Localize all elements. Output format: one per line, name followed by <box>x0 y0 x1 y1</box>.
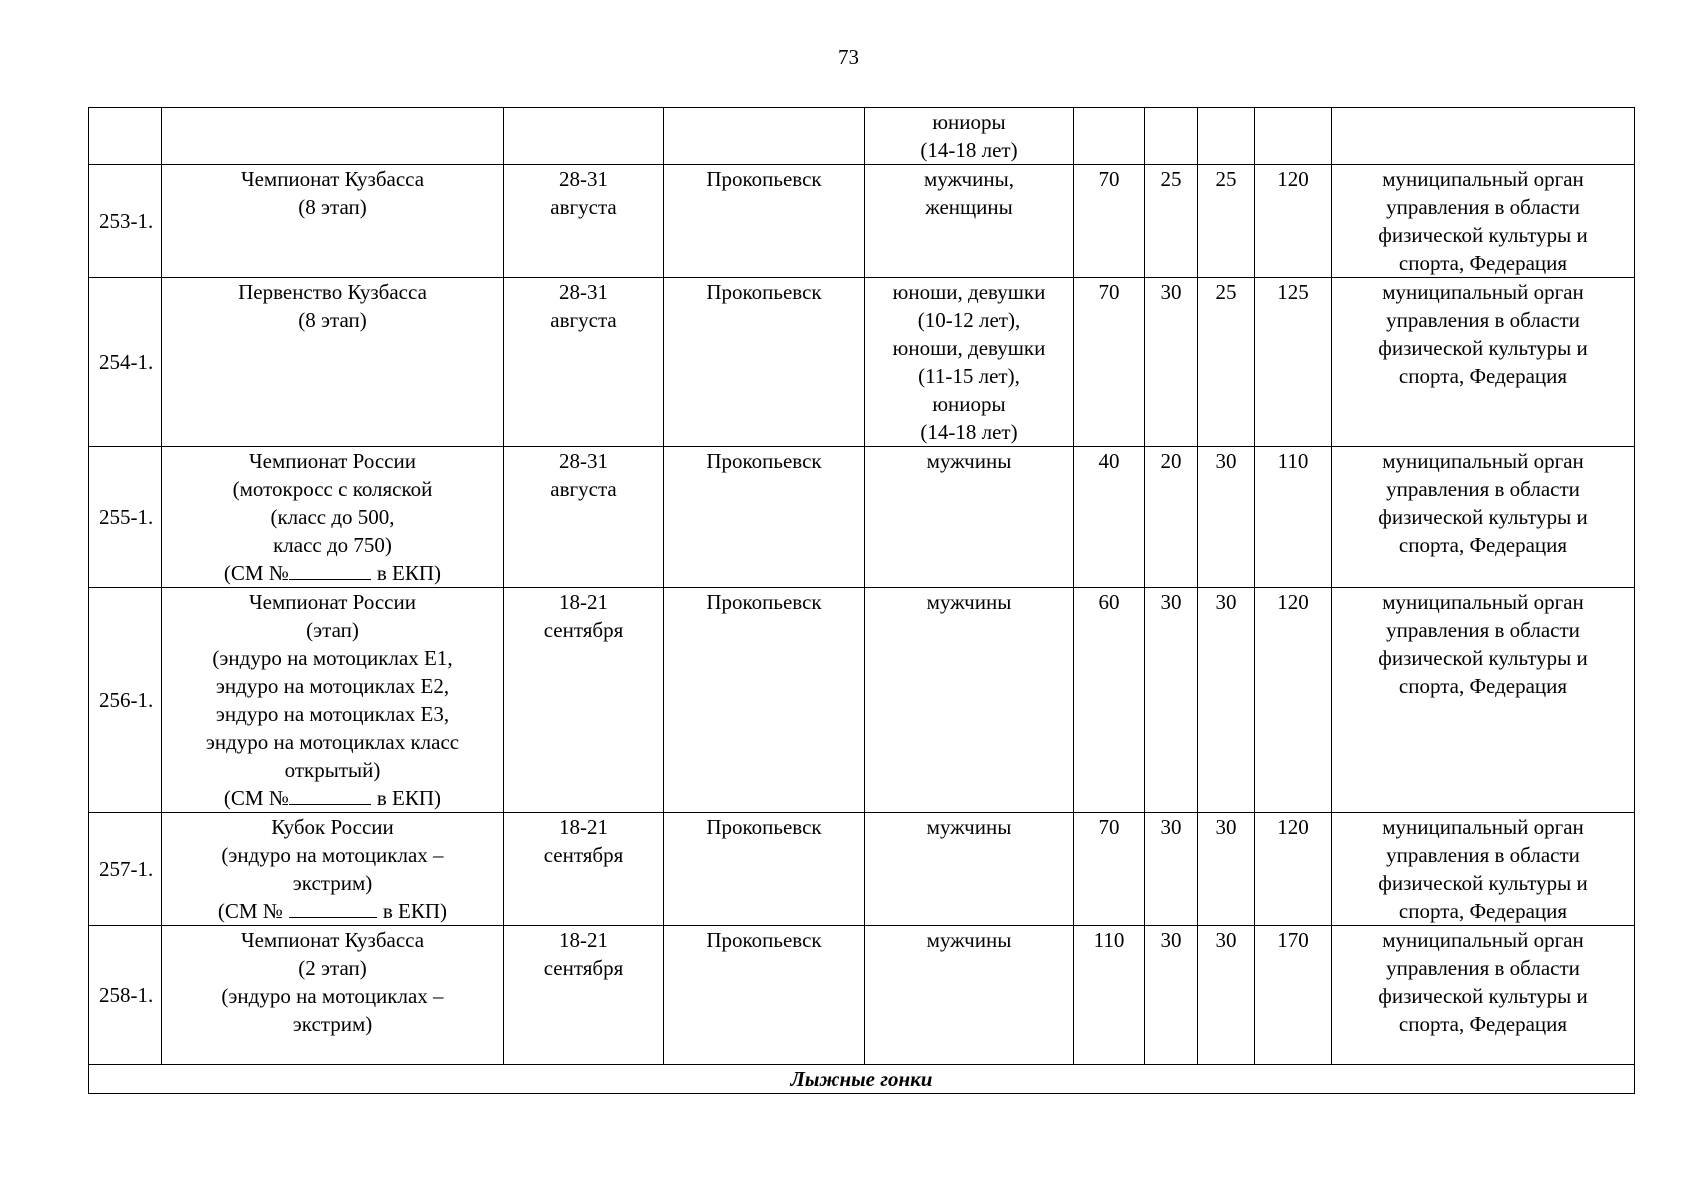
event-name-line: (2 этап) <box>298 956 367 980</box>
sm-number-line <box>164 559 501 587</box>
event-organizer-line: спорта, Федерация <box>1398 674 1568 698</box>
event-participants <box>865 165 1074 278</box>
count-2: 20 <box>1145 447 1198 588</box>
event-name <box>162 165 504 278</box>
event-organizer-line: спорта, Федерация <box>1398 1012 1568 1036</box>
event-name <box>162 108 504 165</box>
event-name-line: Чемпионат Кузбасса <box>240 167 425 191</box>
event-organizer-line: муниципальный орган <box>1382 928 1584 952</box>
event-organizer <box>1332 813 1635 926</box>
event-dates-line: сентября <box>543 618 624 642</box>
sm-number-line <box>164 897 501 925</box>
event-organizer-line: муниципальный орган <box>1382 280 1584 304</box>
table-row <box>89 926 1635 1065</box>
event-participants-line: (11-15 лет), <box>918 364 1020 388</box>
event-organizer-line: муниципальный орган <box>1382 449 1584 473</box>
event-participants <box>865 588 1074 813</box>
event-organizer-line: физической культуры и <box>1378 223 1588 247</box>
event-participants-line: (14-18 лет) <box>920 420 1018 444</box>
event-organizer <box>1332 278 1635 447</box>
event-organizer-line: физической культуры и <box>1378 984 1588 1008</box>
event-organizer-line: управления в области <box>1386 843 1580 867</box>
event-participants-line: юниоры <box>932 110 1006 134</box>
table-body <box>89 108 1635 1065</box>
count-3: 30 <box>1198 588 1255 813</box>
count-3: 30 <box>1198 447 1255 588</box>
event-name-line: эндуро на мотоциклах Е2, <box>215 674 450 698</box>
event-name-line: Первенство Кузбасса <box>238 280 427 304</box>
event-organizer-line: физической культуры и <box>1378 336 1588 360</box>
row-number: 258-1. <box>89 926 162 1065</box>
event-organizer-line: муниципальный орган <box>1382 590 1584 614</box>
event-name-line: (эндуро на мотоциклах Е1, <box>212 646 453 670</box>
event-organizer <box>1332 165 1635 278</box>
event-name-line: (8 этап) <box>298 308 367 332</box>
event-name-line: Чемпионат России <box>249 590 416 614</box>
count-2 <box>1145 108 1198 165</box>
count-total: 125 <box>1255 278 1332 447</box>
event-organizer <box>1332 588 1635 813</box>
count-1: 70 <box>1074 165 1145 278</box>
event-place <box>664 108 865 165</box>
count-total: 110 <box>1255 447 1332 588</box>
event-participants <box>865 108 1074 165</box>
row-number: 254-1. <box>89 278 162 447</box>
event-dates <box>504 447 664 588</box>
section-row <box>89 1065 1635 1094</box>
event-name-line: Чемпионат Кузбасса <box>240 928 425 952</box>
event-participants <box>865 278 1074 447</box>
event-dates-line: августа <box>550 195 617 219</box>
event-organizer <box>1332 447 1635 588</box>
table-row <box>89 447 1635 588</box>
event-name <box>162 588 504 813</box>
section-heading: Лыжные гонки <box>89 1065 1635 1094</box>
event-name-line: (класс до 500, <box>270 505 395 529</box>
count-1: 70 <box>1074 278 1145 447</box>
count-3: 30 <box>1198 813 1255 926</box>
table-row <box>89 813 1635 926</box>
event-organizer-line: спорта, Федерация <box>1398 899 1568 923</box>
events-table <box>88 107 1635 1094</box>
event-dates <box>504 165 664 278</box>
count-1: 110 <box>1074 926 1145 1065</box>
sm-number-blank <box>289 559 371 580</box>
sm-number-line <box>164 784 501 812</box>
event-organizer-line: муниципальный орган <box>1382 167 1584 191</box>
sm-suffix: в ЕКП) <box>382 899 448 923</box>
event-name-line: экстрим) <box>292 871 373 895</box>
event-organizer-line: спорта, Федерация <box>1398 364 1568 388</box>
sm-suffix: в ЕКП) <box>376 561 442 585</box>
event-dates-line: сентября <box>543 956 624 980</box>
event-participants-line: юниоры <box>932 392 1006 416</box>
event-organizer-line: спорта, Федерация <box>1398 533 1568 557</box>
event-dates-line: 18-21 <box>559 815 608 839</box>
event-name <box>162 813 504 926</box>
event-participants-line: мужчины <box>926 449 1012 473</box>
event-name-line: Чемпионат России <box>249 449 416 473</box>
event-dates <box>504 588 664 813</box>
event-name-line: открытый) <box>284 758 381 782</box>
event-participants <box>865 926 1074 1065</box>
count-total: 120 <box>1255 588 1332 813</box>
event-place: Прокопьевск <box>664 165 865 278</box>
event-dates-line: 28-31 <box>559 449 608 473</box>
event-participants-line: (10-12 лет), <box>917 308 1021 332</box>
event-name-line: класс до 750) <box>273 533 392 557</box>
row-number: 255-1. <box>89 447 162 588</box>
event-name-line: эндуро на мотоциклах Е3, <box>215 702 450 726</box>
count-1: 40 <box>1074 447 1145 588</box>
event-name <box>162 278 504 447</box>
event-participants-line: юноши, девушки <box>892 280 1046 304</box>
count-total: 170 <box>1255 926 1332 1065</box>
event-organizer-line: управления в области <box>1386 956 1580 980</box>
event-dates-line: сентября <box>543 843 624 867</box>
sm-suffix: в ЕКП) <box>376 786 442 810</box>
event-organizer-line: физической культуры и <box>1378 871 1588 895</box>
event-organizer-line: управления в области <box>1386 477 1580 501</box>
event-name-line: (эндуро на мотоциклах – <box>221 843 444 867</box>
row-number: 253-1. <box>89 165 162 278</box>
event-dates-line: августа <box>550 308 617 332</box>
count-1 <box>1074 108 1145 165</box>
event-name-line: (этап) <box>306 618 359 642</box>
count-total <box>1255 108 1332 165</box>
event-name <box>162 447 504 588</box>
event-organizer-line: управления в области <box>1386 618 1580 642</box>
event-place: Прокопьевск <box>664 447 865 588</box>
event-place: Прокопьевск <box>664 588 865 813</box>
sm-prefix: (СМ № <box>223 561 289 585</box>
event-organizer <box>1332 108 1635 165</box>
table-row <box>89 588 1635 813</box>
row-number: 257-1. <box>89 813 162 926</box>
event-name-line: (эндуро на мотоциклах – <box>221 984 444 1008</box>
event-dates <box>504 108 664 165</box>
event-participants-line: мужчины, <box>924 167 1014 191</box>
event-organizer <box>1332 926 1635 1065</box>
sm-prefix: (СМ № <box>217 899 283 923</box>
event-participants <box>865 813 1074 926</box>
event-name <box>162 926 504 1065</box>
page-number: 73 <box>838 45 859 69</box>
event-organizer-line: спорта, Федерация <box>1398 251 1568 275</box>
count-2: 25 <box>1145 165 1198 278</box>
event-name-line: (8 этап) <box>298 195 367 219</box>
count-total: 120 <box>1255 813 1332 926</box>
count-3 <box>1198 108 1255 165</box>
count-2: 30 <box>1145 278 1198 447</box>
event-organizer-line: физической культуры и <box>1378 646 1588 670</box>
event-place: Прокопьевск <box>664 926 865 1065</box>
event-dates-line: 18-21 <box>559 928 608 952</box>
event-organizer-line: управления в области <box>1386 195 1580 219</box>
count-2: 30 <box>1145 926 1198 1065</box>
count-3: 25 <box>1198 165 1255 278</box>
event-dates <box>504 278 664 447</box>
event-participants-line: мужчины <box>926 928 1012 952</box>
event-organizer-line: муниципальный орган <box>1382 815 1584 839</box>
event-place: Прокопьевск <box>664 278 865 447</box>
event-participants-line: женщины <box>925 195 1013 219</box>
count-1: 60 <box>1074 588 1145 813</box>
event-organizer-line: управления в области <box>1386 308 1580 332</box>
event-dates-line: 18-21 <box>559 590 608 614</box>
sm-number-blank <box>289 784 371 805</box>
event-organizer-line: физической культуры и <box>1378 505 1588 529</box>
event-participants-line: мужчины <box>926 815 1012 839</box>
row-number: 256-1. <box>89 588 162 813</box>
count-3: 25 <box>1198 278 1255 447</box>
event-name-line: экстрим) <box>292 1012 373 1036</box>
count-2: 30 <box>1145 588 1198 813</box>
event-place: Прокопьевск <box>664 813 865 926</box>
table-row <box>89 165 1635 278</box>
event-name-line: (мотокросс с коляской <box>232 477 433 501</box>
event-participants-line: мужчины <box>926 590 1012 614</box>
event-dates-line: 28-31 <box>559 280 608 304</box>
event-dates-line: августа <box>550 477 617 501</box>
count-1: 70 <box>1074 813 1145 926</box>
count-total: 120 <box>1255 165 1332 278</box>
event-participants-line: (14-18 лет) <box>920 138 1018 162</box>
event-dates <box>504 926 664 1065</box>
event-name-line: Кубок России <box>271 815 394 839</box>
event-dates-line: 28-31 <box>559 167 608 191</box>
sm-prefix: (СМ № <box>223 786 289 810</box>
count-2: 30 <box>1145 813 1198 926</box>
event-name-line: эндуро на мотоциклах класс <box>205 730 460 754</box>
row-number <box>89 108 162 165</box>
table-row <box>89 108 1635 165</box>
sm-number-blank <box>289 897 377 918</box>
event-participants <box>865 447 1074 588</box>
count-3: 30 <box>1198 926 1255 1065</box>
event-dates <box>504 813 664 926</box>
table-row <box>89 278 1635 447</box>
event-participants-line: юноши, девушки <box>892 336 1046 360</box>
